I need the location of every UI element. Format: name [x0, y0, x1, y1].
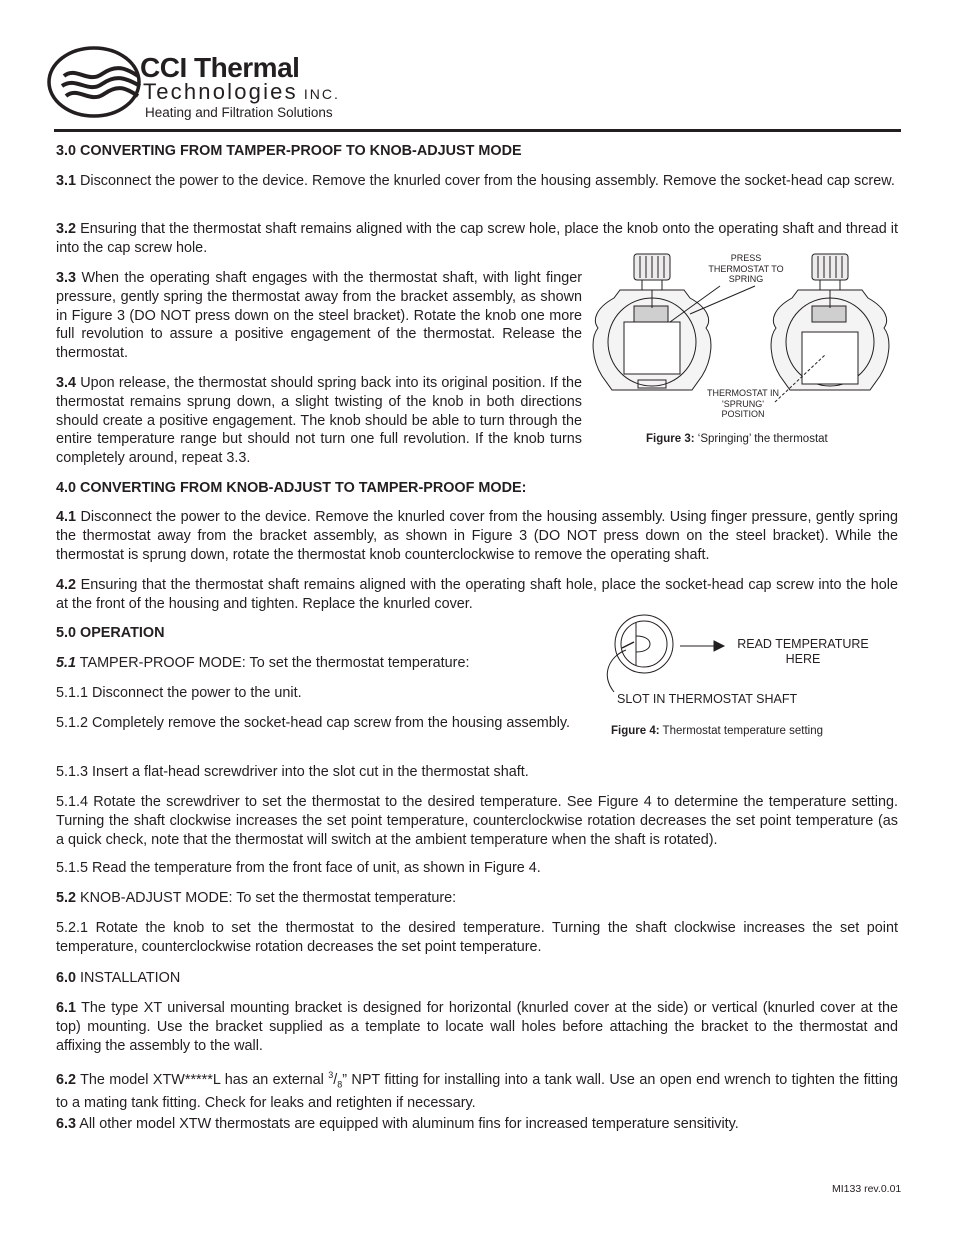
paragraph-3-2: 3.2 Ensuring that the thermostat shaft remains aligned with the cap screw hole, place the knob onto the operating shaft and thread it into the cap screw hole.	[56, 221, 898, 256]
paragraph-3-3: 3.3 When the operating shaft engages with the thermostat shaft, with light finger pressure, gently spring the thermostat away from the bracket assembly, as shown in Figure 3 (DO NOT press down on the steel bracket). Rotate the knob one more full revolution to assure a positive engagement of the thermostat. Release the thermostat.	[56, 270, 582, 362]
paragraph-4-2: 4.2 Ensuring that the thermostat shaft remains aligned with the operating shaft hole, place the socket-head cap screw into the hole at the front of the housing and tighten. Replace the knurled cover.	[56, 577, 898, 612]
paragraph-5-1-4: 5.1.4 Rotate the screwdriver to set the thermostat to the desired temperature. See Figure 4 to determine the temperature setting. Turning the shaft clockwise increases the set point temperature, counterclockwise rotation decreases the set point temperature (as a quick check, note that the thermostat will switch at the ambient temperature when the shaft is rotated).	[56, 794, 898, 848]
paragraph-6-2: 6.2 The model XTW*****L has an external $^3/_8$” NPT fitting for installing into a tank wall. Use an open end wrench to tighten the fitting to a mating tank fitting. Check for leaks and retighten if necessary.	[56, 1070, 898, 1112]
figure-4-slot-label: SLOT IN THERMOSTAT SHAFT	[617, 692, 798, 706]
paragraph-5-2-1: 5.2.1 Rotate the knob to set the thermostat to the desired temperature. Turning the shaft clockwise increases the set point temperature, counterclockwise rotation decreases the set point temperature.	[56, 920, 898, 955]
figure-4-caption: Figure 4: Thermostat temperature setting	[611, 725, 823, 737]
brand-name: CCI Thermal	[140, 52, 300, 83]
paragraph-5-1-3: 5.1.3 Insert a flat-head screwdriver into the slot cut in the thermostat shaft.	[56, 764, 529, 780]
paragraph-3-4: 3.4 Upon release, the thermostat should spring back into its original position. If the thermostat remains sprung down, a slight twisting of the knob in both directions should create a positive engagement. The knob should be able to turn through the entire temperature range but should not turn one full revolution. If the knob turns completely around, repeat 3.3.	[56, 375, 582, 467]
paragraph-5-1-1: 5.1.1 Disconnect the power to the unit.	[56, 685, 302, 701]
paragraph-4-1: 4.1 Disconnect the power to the device. Remove the knurled cover from the housing assembly. Using finger pressure, gently spring the thermostat away from the bracket assembly, as shown in Figure 3 (DO NOT press down on the steel bracket). While the thermostat is sprung down, rotate the thermostat knob counterclockwise to remove the operating shaft.	[56, 509, 898, 563]
header-rule	[54, 129, 901, 132]
brand-tagline: Heating and Filtration Solutions	[145, 105, 333, 120]
figure-3-sprung-label: THERMOSTAT IN 'SPRUNG' POSITION	[707, 388, 779, 419]
paragraph-3-1: 3.1 Disconnect the power to the device. Remove the knurled cover from the housing assembly. Remove the socket-head cap screw.	[56, 173, 895, 189]
document-id: MI133 rev.0.01	[832, 1183, 902, 1195]
paragraph-5-2: 5.2 KNOB-ADJUST MODE: To set the thermostat temperature:	[56, 890, 457, 906]
paragraph-5-1: 5.1 TAMPER-PROOF MODE: To set the thermostat temperature:	[56, 655, 470, 671]
brand-subname: Technologies INC.	[143, 79, 340, 104]
paragraph-6-1: 6.1 The type XT universal mounting bracket is designed for horizontal (knurled cover at the side) or vertical (knurled cover at the top) mounting. Use the bracket supplied as a template to locate wall holes before attaching the bracket to the thermostat and affixing the assembly to the wall.	[56, 1000, 898, 1054]
paragraph-5-1-5: 5.1.5 Read the temperature from the front face of unit, as shown in Figure 4.	[56, 860, 541, 876]
figure-3-press-label: PRESS THERMOSTAT TO SPRING	[708, 253, 784, 284]
figure-3-caption: Figure 3: ‘Springing’ the thermostat	[646, 433, 828, 445]
section-3-heading: 3.0 CONVERTING FROM TAMPER-PROOF TO KNOB-ADJUST MODE	[56, 143, 522, 159]
brand-inc: INC.	[303, 86, 340, 102]
company-logo-icon	[46, 46, 142, 118]
figure-4-read-label: READ TEMPERATURE HERE	[737, 637, 869, 666]
section-4-heading: 4.0 CONVERTING FROM KNOB-ADJUST TO TAMPER-PROOF MODE:	[56, 480, 527, 496]
section-5-heading: 5.0 OPERATION	[56, 625, 165, 641]
paragraph-5-1-2: 5.1.2 Completely remove the socket-head cap screw from the housing assembly.	[56, 715, 571, 731]
paragraph-6-3: 6.3 All other model XTW thermostats are equipped with aluminum fins for increased temperature sensitivity.	[56, 1116, 739, 1132]
section-6-heading: 6.0 INSTALLATION	[56, 970, 181, 986]
